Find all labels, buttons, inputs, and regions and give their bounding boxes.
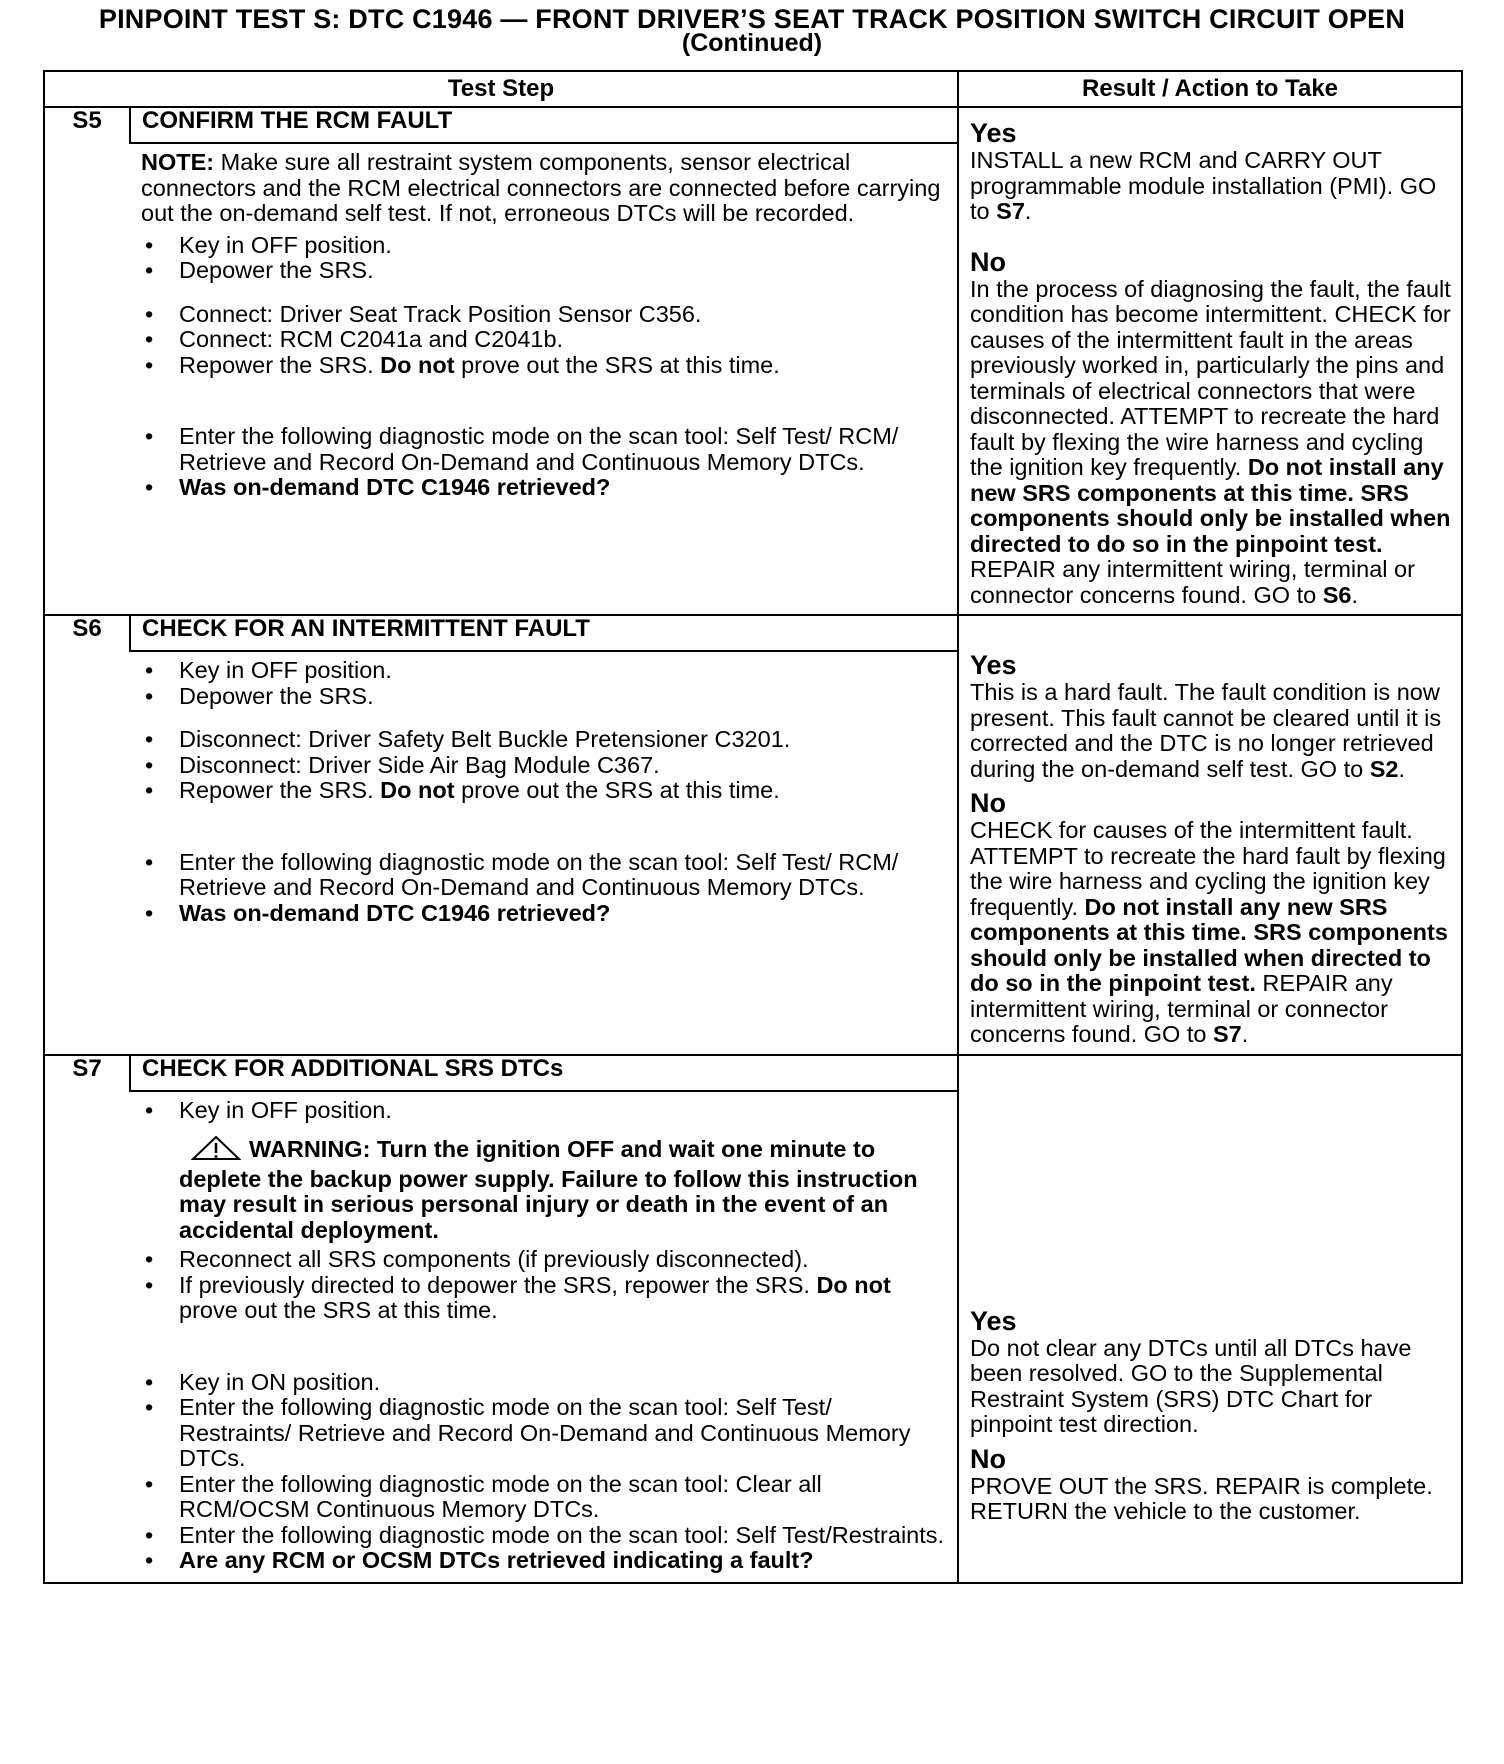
pinpoint-test-table	[43, 70, 1463, 1584]
list-item: • Depower the SRS.	[179, 258, 945, 284]
no-action: In the process of diagnosing the fault, the fault condition has become intermittent. CHECK for causes of the intermittent fault in the areas previously worked in, particularly the pins and terminals of electrical connectors that were disconnected. ATTEMPT to recreate the hard fault by flexing the wire harness and cycling the ignition key frequently. Do not install any new SRS components at this time. SRS components should only be installed when directed to do so in the pinpoint test. REPAIR any intermittent wiring, terminal or connector concerns found. GO to S6.	[970, 275, 1451, 608]
no-label: No	[970, 1443, 1006, 1474]
step-title: CONFIRM THE RCM FAULT	[130, 107, 958, 143]
warning-triangle-icon	[191, 1135, 241, 1167]
step-id: S7	[44, 1055, 130, 1091]
yes-action: Do not clear any DTCs until all DTCs have been resolved. GO to the Supplemental Restraint System (SRS) DTC Chart for pinpoint test direction.	[970, 1334, 1412, 1437]
yes-label: Yes	[970, 1305, 1017, 1336]
table-header-row	[44, 71, 1462, 107]
step-list	[141, 658, 945, 926]
step-id: S5	[44, 107, 130, 143]
list-item: • Key in OFF position.	[179, 233, 945, 259]
step-id: S6	[44, 615, 130, 651]
page-title: PINPOINT TEST S: DTC C1946 — FRONT DRIVER’S SEAT TRACK POSITION SWITCH CIRCUIT OPEN	[98, 4, 1406, 34]
result-cell	[958, 1055, 1462, 1583]
warning-note: WARNING: Turn the ignition OFF and wait one minute to deplete the backup power supply. Failure to follow this instruction may result in serious personal injury or death in the event of an accidental deployment.	[179, 1136, 918, 1243]
step-row-s7	[44, 1055, 1462, 1091]
note: NOTE: Make sure all restraint system components, sensor electrical connectors and the RCM electrical connectors are connected before carrying out the on-demand self test. If not, erroneous DTCs will be recorded.	[141, 149, 941, 226]
step-row-s5	[44, 107, 1462, 143]
list-item: • Connect: RCM C2041a and C2041b.	[179, 327, 945, 353]
list-item: • Connect: Driver Seat Track Position Sensor C356.	[179, 302, 945, 328]
column-header-result: Result / Action to Take	[958, 71, 1462, 107]
yes-action: INSTALL a new RCM and CARRY OUT programmable module installation (PMI). GO to S7.	[970, 147, 1437, 224]
page-subtitle: (Continued)	[681, 29, 823, 57]
list-item: • Repower the SRS. Do not prove out the SRS at this time.	[179, 778, 945, 804]
step-body	[130, 143, 958, 615]
no-label: No	[970, 246, 1006, 277]
step-body	[130, 651, 958, 1055]
step-title: CHECK FOR ADDITIONAL SRS DTCs	[130, 1055, 958, 1091]
list-item: • Was on-demand DTC C1946 retrieved?	[179, 475, 945, 501]
list-item: • Are any RCM or OCSM DTCs retrieved indicating a fault?	[179, 1548, 945, 1574]
header	[0, 4, 1504, 56]
list-item: • Key in ON position.	[179, 1370, 945, 1396]
list-item: • If previously directed to depower the SRS, repower the SRS. Do not prove out the SRS at this time.	[179, 1273, 945, 1324]
list-item: • Disconnect: Driver Safety Belt Buckle Pretensioner C3201.	[179, 727, 945, 753]
no-label: No	[970, 788, 1006, 818]
step-title: CHECK FOR AN INTERMITTENT FAULT	[130, 615, 958, 651]
result-cell	[958, 615, 1462, 1055]
list-item: • Enter the following diagnostic mode on the scan tool: Clear all RCM/OCSM Continuous Memory DTCs.	[179, 1472, 945, 1523]
list-item: • Enter the following diagnostic mode on the scan tool: Self Test/Restraints.	[179, 1523, 945, 1549]
yes-label: Yes	[970, 118, 1017, 148]
list-item: • Key in OFF position.	[179, 1098, 945, 1124]
step-row-s6	[44, 615, 1462, 651]
list-item: • Repower the SRS. Do not prove out the SRS at this time.	[179, 353, 945, 379]
yes-label: Yes	[970, 650, 1017, 680]
no-action: CHECK for causes of the intermittent fault. ATTEMPT to recreate the hard fault by flexing the wire harness and cycling the ignition key frequently. Do not install any new SRS components at this time. SRS components should only be installed when directed to do so in the pinpoint test. REPAIR any intermittent wiring, terminal or connector concerns found. GO to S7.	[970, 817, 1448, 1047]
result-cell	[958, 107, 1462, 615]
list-item: • Enter the following diagnostic mode on the scan tool: Self Test/ Restraints/ Retrieve and Record On-Demand and Continuous Memory DTCs.	[179, 1395, 945, 1472]
list-item: • Was on-demand DTC C1946 retrieved?	[179, 901, 945, 927]
step-body	[130, 1091, 958, 1583]
list-item: • Reconnect all SRS components (if previously disconnected).	[179, 1247, 945, 1273]
list-item: • Enter the following diagnostic mode on the scan tool: Self Test/ RCM/ Retrieve and Record On-Demand and Continuous Memory DTCs.	[179, 850, 945, 901]
step-list	[141, 1098, 945, 1124]
list-item: • Key in OFF position.	[179, 658, 945, 684]
no-action: PROVE OUT the SRS. REPAIR is complete. RETURN the vehicle to the customer.	[970, 1472, 1433, 1524]
yes-action: This is a hard fault. The fault condition is now present. This fault cannot be cleared until it is corrected and the DTC is no longer retrieved during the on-demand self test. GO to S2.	[970, 679, 1442, 782]
column-header-test-step: Test Step	[44, 71, 958, 107]
list-item: • Depower the SRS.	[179, 684, 945, 710]
step-list	[141, 233, 945, 501]
step-list	[141, 1247, 945, 1574]
list-item: • Disconnect: Driver Side Air Bag Module C367.	[179, 753, 945, 779]
list-item: • Enter the following diagnostic mode on the scan tool: Self Test/ RCM/ Retrieve and Record On-Demand and Continuous Memory DTCs.	[179, 424, 945, 475]
